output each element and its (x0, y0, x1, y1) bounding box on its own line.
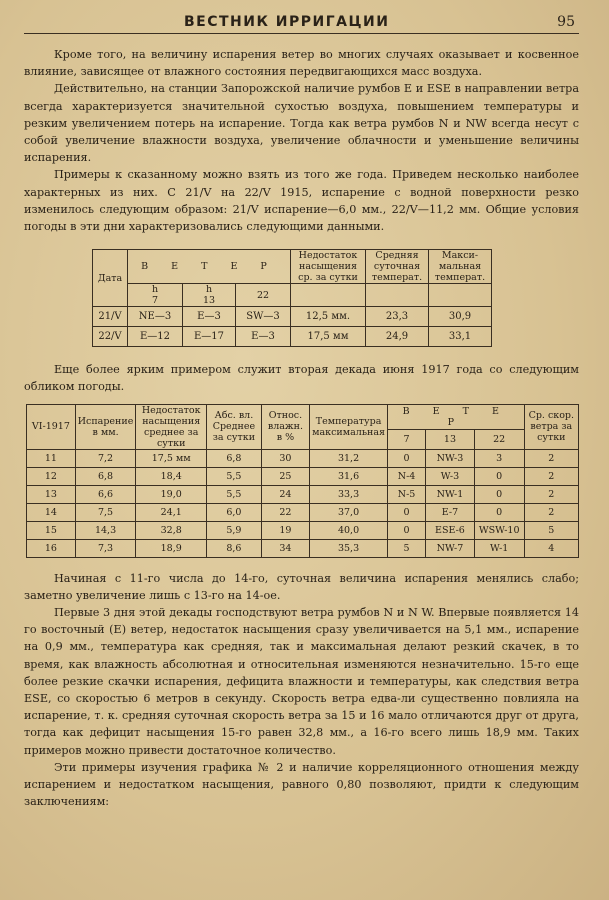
paragraph-7: Эти примеры изучения графика № 2 и наличие корреляционного отношения между испарением и недостатком насыщения, равного 0,80 позволяют, придти к следующим заключениям: (24, 760, 579, 809)
table2-cell: 0 (388, 503, 426, 521)
table2-cell: 31,2 (310, 449, 388, 467)
table2-cell: 5 (388, 539, 426, 557)
table1-header-date: Дата (93, 250, 128, 307)
table1-cell: E—3 (236, 327, 291, 347)
table2-cell: 6,0 (207, 503, 262, 521)
table2-cell: 0 (388, 449, 426, 467)
table1-cell: 17,5 мм (291, 327, 366, 347)
table2-cell: 17,5 мм (136, 449, 207, 467)
table2-cell: 2 (524, 467, 578, 485)
table2-header-evap: Испарение в мм. (75, 404, 136, 449)
table2-row (27, 503, 579, 521)
table1-cell: NE—3 (128, 307, 183, 327)
table2-cell: NW-7 (426, 539, 475, 557)
table2-cell: 19,0 (136, 485, 207, 503)
table2-header-deficit: Недостаток насыщения среднее за сутки (136, 404, 207, 449)
table2-cell: 7,5 (75, 503, 136, 521)
table1-cell: 22/V (93, 327, 128, 347)
table2-hour-7: 7 (388, 429, 426, 449)
table2-cell: 2 (524, 449, 578, 467)
table2-cell: 24,1 (136, 503, 207, 521)
table2-cell: N-4 (388, 467, 426, 485)
table2-cell: 32,8 (136, 521, 207, 539)
table2-cell: 2 (524, 485, 578, 503)
table2-cell: W-3 (426, 467, 475, 485)
table2-cell: 34 (261, 539, 309, 557)
table2-cell: 6,6 (75, 485, 136, 503)
table2-cell: 13 (27, 485, 76, 503)
table2-row (27, 521, 579, 539)
table2-cell: 18,9 (136, 539, 207, 557)
table2-cell: E-7 (426, 503, 475, 521)
table2-cell: 14 (27, 503, 76, 521)
table2-header-wind: В Е Т Е Р (388, 404, 525, 429)
table2-cell: 31,6 (310, 467, 388, 485)
table2-cell: 8,6 (207, 539, 262, 557)
table2-cell: 18,4 (136, 467, 207, 485)
table2-cell: 5,5 (207, 485, 262, 503)
paragraph-6: Первые 3 дня этой декады господствуют ветра румбов N и N W. Впервые появляется 14 го восточный (E) ветер, недостаток насыщения сразу увеличивается на 5,1 мм., испарение на 0,9 мм., температура как средняя, так и максимальная делают резкий скачек, в то время, как влажность абсолютная и относительная изменяются незначительно. 15-го еще более резкие скачки испарения, дефицита влажности и температуры, как следствия ветра ESE, со скоростью 6 метров в секунду. Скорость ветра едва-ли существенно повлияла на испарение, т. к. средняя суточная скорость ветра за 15 и 16 мало отличаются друг от друга, тогда как дефицит насыщения 15-го равен 32,8 мм., а 16-го всего лишь 18,9 мм. Таких примеров можно привести достаточное количество. (24, 606, 579, 757)
paragraph-5: Начиная с 11-го числа до 14-го, суточная величина испарения менялись слабо; заметно увеличение лишь с 13-го на 14-ое. (24, 571, 579, 602)
table2-cell: WSW-10 (474, 521, 524, 539)
table2-header-month: VI-1917 (27, 404, 76, 449)
table2-body (27, 449, 579, 557)
table2-cell: 0 (474, 467, 524, 485)
table1-cell: 21/V (93, 307, 128, 327)
table1-cell: SW—3 (236, 307, 291, 327)
table2-row (27, 539, 579, 557)
table1-hours-row (93, 284, 492, 307)
page-number: 95 (557, 14, 575, 30)
paragraph-1: Кроме того, на величину испарения ветер во многих случаях оказывает и косвенное влияние, зависящее от влажного состояния передвигающихся масс воздуха. (24, 48, 579, 79)
table2-cell: 12 (27, 467, 76, 485)
table1-hour-22: 22 (236, 284, 291, 307)
table2-cell: NW-3 (426, 449, 475, 467)
table1-cell: 24,9 (366, 327, 429, 347)
empty-cell (366, 284, 429, 307)
table2-cell: 24 (261, 485, 309, 503)
table2-header-abs-hum: Абс. вл. Среднее за сутки (207, 404, 262, 449)
table2-header-rel-hum: Относ. влажн. в % (261, 404, 309, 449)
table1-body (93, 307, 492, 347)
table2-cell: 22 (261, 503, 309, 521)
table1-cell: E—17 (183, 327, 236, 347)
table2-header-row (27, 404, 579, 429)
table2-cell: 6,8 (207, 449, 262, 467)
table1-cell: 33,1 (429, 327, 492, 347)
table2-cell: 3 (474, 449, 524, 467)
table2-cell: 40,0 (310, 521, 388, 539)
empty-cell (291, 284, 366, 307)
table1-header-max-temp: Макси-мальная температ. (429, 250, 492, 284)
table1-cell: 23,3 (366, 307, 429, 327)
table2-cell: 4 (524, 539, 578, 557)
table2-cell: W-1 (474, 539, 524, 557)
table2-cell: 14,3 (75, 521, 136, 539)
paragraph-2: Действительно, на станции Запорожской наличие румбов E и ESE в направлении ветра всегда характеризуется значительной сухостью воздуха, повышением температуры и резким увеличением потерь на испарение. Тогда как ветра румбов N и NW всегда несут с собой увеличение влажности воздуха, увеличение облачности и уменьшение величины испарения. (24, 82, 579, 165)
table1-row (93, 307, 492, 327)
table2-cell: N-5 (388, 485, 426, 503)
table2-cell: 35,3 (310, 539, 388, 557)
running-header (24, 14, 579, 34)
table1-cell: E—12 (128, 327, 183, 347)
table2-row (27, 467, 579, 485)
table2-cell: 0 (388, 521, 426, 539)
table2-cell: 0 (474, 485, 524, 503)
table2-cell: 6,8 (75, 467, 136, 485)
table2-cell: 37,0 (310, 503, 388, 521)
table2-cell: 5,9 (207, 521, 262, 539)
table1-hour-7 (128, 284, 183, 307)
table1-header-row (93, 250, 492, 284)
table2-hour-22: 22 (474, 429, 524, 449)
table2-cell: 16 (27, 539, 76, 557)
table2-cell: 5,5 (207, 467, 262, 485)
table1-header-deficit: Недостаток насыщения ср. за сутки (291, 250, 366, 284)
table1-hour-13 (183, 284, 236, 307)
hour-13: 13 (202, 295, 216, 307)
table2-cell: 0 (474, 503, 524, 521)
table2-cell: 25 (261, 467, 309, 485)
journal-title: ВЕСТНИК ИРРИГАЦИИ (184, 14, 390, 30)
hour-mark: h (151, 284, 159, 296)
table2-cell: 15 (27, 521, 76, 539)
weather-table-may-1915 (92, 249, 492, 347)
table2-cell: 7,3 (75, 539, 136, 557)
table2-cell: 33,3 (310, 485, 388, 503)
hour-7: 7 (151, 295, 159, 307)
table2-hour-13: 13 (426, 429, 475, 449)
table1-cell: E—3 (183, 307, 236, 327)
table1-header-wind: В Е Т Е Р (128, 250, 291, 284)
table1-cell: 30,9 (429, 307, 492, 327)
table1-row (93, 327, 492, 347)
table2-cell: 30 (261, 449, 309, 467)
paragraph-3: Примеры к сказанному можно взять из того же года. Приведем несколько наиболее характерных из них. С 21/V на 22/V 1915, испарение с водной поверхности резко изменилось следующим образом: 21/V испарение—6,0 мм., 22/V—11,2 мм. Общие условия погоды в эти дни характеризовались следующими данными. (24, 168, 579, 234)
table2-row (27, 485, 579, 503)
table2-cell: NW-1 (426, 485, 475, 503)
table2-cell: 11 (27, 449, 76, 467)
table2-header-max-temp: Температура максимальная (310, 404, 388, 449)
table2-cell: 7,2 (75, 449, 136, 467)
table2-header-speed: Ср. скор. ветра за сутки (524, 404, 578, 449)
hour-mark: h (205, 284, 213, 296)
paragraph-4: Еще более ярким примером служит вторая декада июня 1917 года со следующим обликом погоды. (24, 363, 579, 394)
table2-row (27, 449, 579, 467)
weather-table-june-1917 (26, 404, 579, 558)
table1-cell: 12,5 мм. (291, 307, 366, 327)
table1-header-mean-temp: Средняя суточная температ. (366, 250, 429, 284)
empty-cell (429, 284, 492, 307)
table2-cell: 19 (261, 521, 309, 539)
table2-cell: 5 (524, 521, 578, 539)
table2-cell: 2 (524, 503, 578, 521)
table2-cell: ESE-6 (426, 521, 475, 539)
